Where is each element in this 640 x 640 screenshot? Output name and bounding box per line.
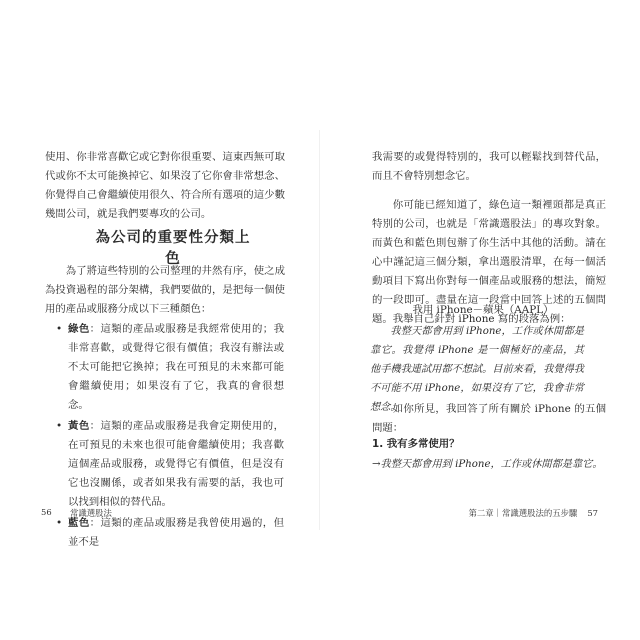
bullet-icon: •: [56, 420, 63, 432]
color-desc-blue: ：這類的產品或服務是我曾使用過的，但並不是: [68, 517, 285, 548]
right-page-number: 57: [587, 508, 598, 518]
right-running-title: 第二章｜常識選股法的五步驟: [468, 508, 578, 518]
right-paragraph-continued: 我需要的或覺得特別的，我可以輕鬆找到替代品，而且不會特別想念它。: [372, 151, 606, 182]
color-desc-yellow: ：這類的產品或服務是我會定期使用的，在可預見的未來也很可能會繼續使用；我喜歡這個產品或服務，或覺得它有價值，但是沒有它也沒關係，或者如果我有需要的話，我也可以找到相似的替代品。: [68, 420, 285, 508]
bullet-icon: •: [56, 517, 63, 529]
color-item-blue: [56, 514, 285, 552]
answer-intro: 如你所見，我回答了所有關於 iPhone 的五個問題：: [372, 403, 606, 434]
left-running-title: 常識選股法: [70, 508, 112, 518]
section-heading: 為公司的重要性分類上色: [95, 230, 251, 267]
color-desc-green: ：這類的產品或服務是我經常使用的；我非常喜歡，或覺得它很有價值；我沒有辦法或不太可能把它換掉；我在可預見的未來都可能會繼續使用；如果沒有了它，我真的會很想念。: [68, 323, 285, 411]
example-title: 我用 iPhone－蘋果（AAPL）: [412, 304, 554, 316]
color-term-blue: 藍色: [68, 517, 90, 529]
color-item-yellow: [56, 417, 285, 512]
question-answer: →我整天都會用到 iPhone，工作或休閒都是靠它。: [372, 459, 603, 470]
left-paragraph-continued: 使用、你非常喜歡它或它對你很重要、這東西無可取代或你不太可能換掉它、如果沒了它你會非常想念、你覺得自己會繼續使用很久、符合所有選項的這少數幾間公司，就是我們要專攻的公司。: [45, 151, 285, 220]
left-page-number: 56: [41, 507, 52, 517]
question-title: 1. 我有多常使用？: [372, 438, 460, 450]
color-term-yellow: 黃色: [68, 420, 90, 432]
right-footer: [458, 507, 598, 519]
color-item-green: [56, 320, 285, 415]
example-quote: 我整天都會用到 iPhone，工作或休閒都是靠它。我覺得 iPhone 是一個極好的產品，其他手機我連試用都不想試。目前來看，我覺得我不可能不用 iPhone，如果沒有了它，我會非常想念。: [370, 326, 584, 413]
left-paragraph-intro: 為了將這些特別的公司整理的井然有序，使之成為投資過程的部分架構，我們要做的，是把每一個使用的產品或服務分成以下三種顏色：: [45, 265, 285, 315]
bullet-icon: •: [56, 323, 63, 335]
right-paragraph-main: 你可能已經知道了，綠色這一類裡頭都是真正特別的公司，也就是「常識選股法」的專攻對象。而黃色和藍色則包辦了你生活中其他的活動。請在心中謹記這三個分類，拿出選股清單，在每一個活動項目下寫出你對每一個產品或服務的想法，簡短的一段即可。盡量在這一段當中回答上述的五個問題。我舉自己針對 iPhone 寫的段落為例：: [372, 199, 606, 325]
color-term-green: 綠色: [68, 323, 90, 335]
